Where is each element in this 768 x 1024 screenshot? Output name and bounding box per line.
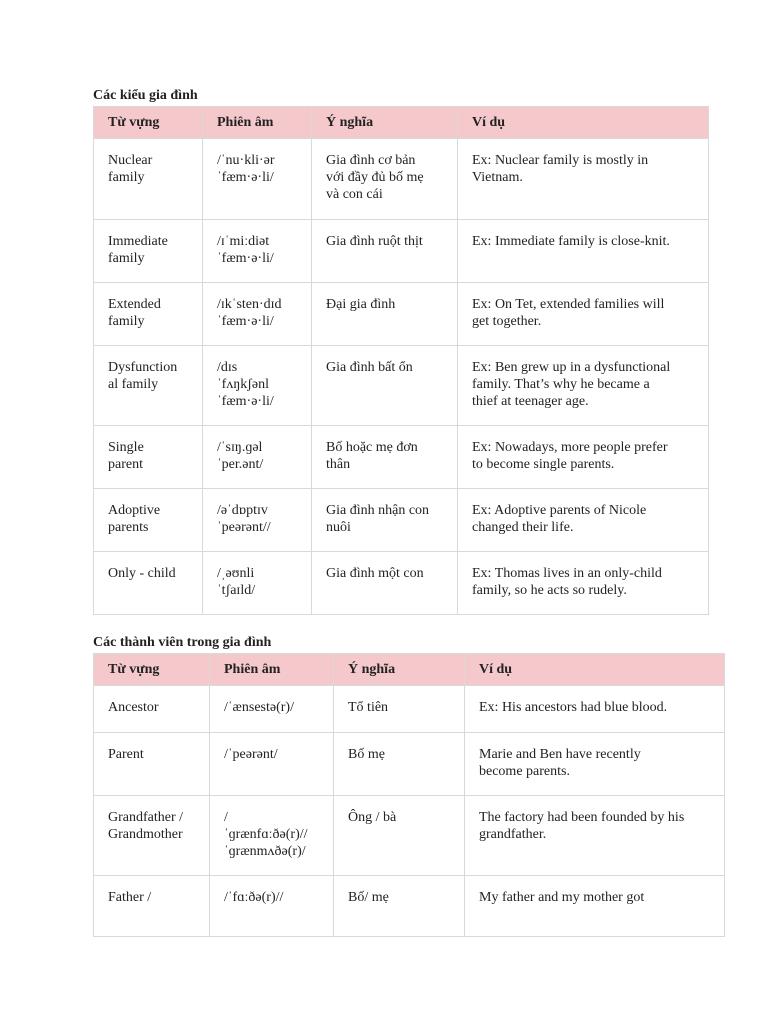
example-cell: Ex: Immediate family is close-knit. (458, 220, 709, 283)
vocab-cell: Only - child (94, 552, 203, 615)
meaning-cell: Gia đình nhận con nuôi (312, 489, 458, 552)
vocab-cell: Adoptive parents (94, 489, 203, 552)
phonetic-cell: /ˈnu·kli·ər ˈfæm·ə·li/ (203, 139, 312, 220)
vocab-cell: Extended family (94, 283, 203, 346)
header-vocabulary: Từ vựng (94, 107, 203, 139)
table-row (94, 283, 709, 346)
example-cell: Ex: Thomas lives in an only-child family, so he acts so rudely. (458, 552, 709, 615)
vocab-cell: Grandfather / Grandmother (94, 796, 210, 876)
meaning-cell: Gia đình một con (312, 552, 458, 615)
table-row (94, 139, 709, 220)
table-row (94, 489, 709, 552)
family-types-table (93, 106, 709, 615)
header-meaning: Ý nghĩa (334, 654, 465, 686)
phonetic-cell: /ˈænsestə(r)/ (210, 686, 334, 733)
meaning-cell: Đại gia đình (312, 283, 458, 346)
vocab-cell: Single parent (94, 426, 203, 489)
table-row (94, 876, 725, 937)
section-title-family-types: Các kiểu gia đình (93, 88, 198, 103)
family-members-table (93, 653, 725, 937)
table-row (94, 552, 709, 615)
example-cell: The factory had been founded by his grandfather. (465, 796, 725, 876)
header-meaning: Ý nghĩa (312, 107, 458, 139)
table-row (94, 733, 725, 796)
example-cell: Marie and Ben have recently become parents. (465, 733, 725, 796)
meaning-cell: Tổ tiên (334, 686, 465, 733)
header-phonetic: Phiên âm (203, 107, 312, 139)
vocab-cell: Immediate family (94, 220, 203, 283)
vocab-cell: Dysfunction al family (94, 346, 203, 426)
header-vocabulary: Từ vựng (94, 654, 210, 686)
meaning-cell: Ông / bà (334, 796, 465, 876)
phonetic-cell: / ˈɡrænfɑːðə(r)// ˈɡrænmʌðə(r)/ (210, 796, 334, 876)
example-cell: Ex: Nowadays, more people prefer to become single parents. (458, 426, 709, 489)
vocab-cell: Father / (94, 876, 210, 937)
example-cell: My father and my mother got (465, 876, 725, 937)
table-row (94, 220, 709, 283)
phonetic-cell: /ˈfɑːðə(r)// (210, 876, 334, 937)
table-row (94, 796, 725, 876)
example-cell: Ex: Ben grew up in a dysfunctional family. That’s why he became a thief at teenager age. (458, 346, 709, 426)
vocab-cell: Parent (94, 733, 210, 796)
example-cell: Ex: Adoptive parents of Nicole changed their life. (458, 489, 709, 552)
meaning-cell: Bố hoặc mẹ đơn thân (312, 426, 458, 489)
example-cell: Ex: On Tet, extended families will get together. (458, 283, 709, 346)
section-title-family-members: Các thành viên trong gia đình (93, 635, 272, 650)
meaning-cell: Gia đình cơ bản với đầy đủ bố mẹ và con cái (312, 139, 458, 220)
example-cell: Ex: His ancestors had blue blood. (465, 686, 725, 733)
table-row (94, 346, 709, 426)
phonetic-cell: /ˌəʊnli ˈtʃaɪld/ (203, 552, 312, 615)
meaning-cell: Gia đình ruột thịt (312, 220, 458, 283)
meaning-cell: Bố/ mẹ (334, 876, 465, 937)
meaning-cell: Gia đình bất ổn (312, 346, 458, 426)
phonetic-cell: /dɪs ˈfʌŋkʃənl ˈfæm·ə·li/ (203, 346, 312, 426)
table-row (94, 426, 709, 489)
table-header-row (94, 107, 709, 139)
vocab-cell: Ancestor (94, 686, 210, 733)
vocab-cell: Nuclear family (94, 139, 203, 220)
header-phonetic: Phiên âm (210, 654, 334, 686)
phonetic-cell: /ɪˈmiːdiət ˈfæm·ə·li/ (203, 220, 312, 283)
phonetic-cell: /ɪkˈsten·dɪd ˈfæm·ə·li/ (203, 283, 312, 346)
table-row (94, 686, 725, 733)
phonetic-cell: /əˈdɒptɪv ˈpeərənt// (203, 489, 312, 552)
table-header-row (94, 654, 725, 686)
header-example: Ví dụ (458, 107, 709, 139)
phonetic-cell: /ˈpeərənt/ (210, 733, 334, 796)
example-cell: Ex: Nuclear family is mostly in Vietnam. (458, 139, 709, 220)
phonetic-cell: /ˈsɪŋ.ɡəl ˈper.ənt/ (203, 426, 312, 489)
meaning-cell: Bố mẹ (334, 733, 465, 796)
header-example: Ví dụ (465, 654, 725, 686)
